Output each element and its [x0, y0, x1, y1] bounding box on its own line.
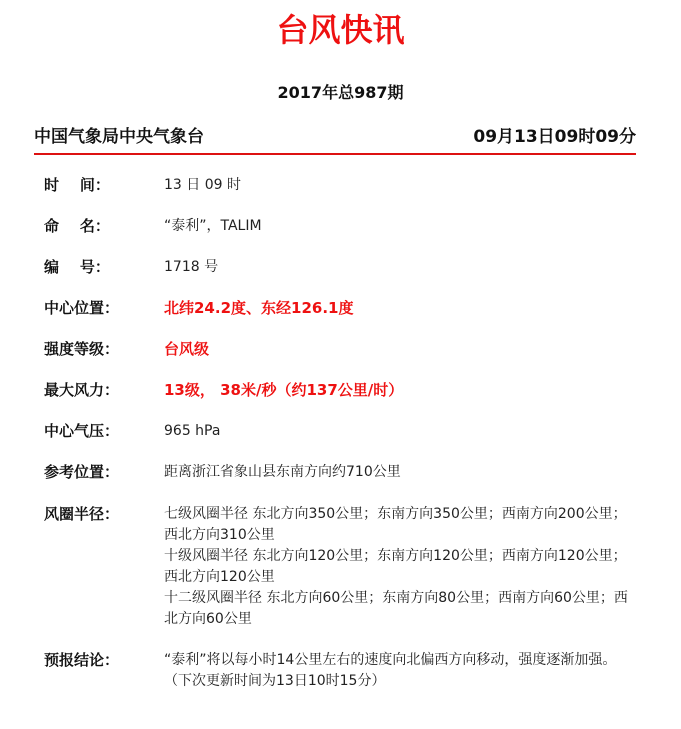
field-intensity-label: 强度等级：	[44, 340, 120, 358]
field-center-value: 北纬24.2度、东经126.1度	[164, 299, 354, 317]
field-intensity-value: 台风级	[164, 340, 210, 358]
field-time-value: 13 日 09 时	[164, 177, 241, 193]
field-radius-label: 风圈半径：	[44, 505, 120, 523]
radius-line-7: 七级风圈半径 东北方向350公里；东南方向350公里；西南方向200公里；西北方向310公里	[164, 506, 627, 543]
next-update-text: （下次更新时间为13日10时15分）	[164, 673, 386, 689]
header-divider	[34, 153, 636, 155]
field-number-label: 编 号：	[44, 258, 110, 276]
field-forecast-value	[164, 650, 634, 692]
radius-line-10: 十级风圈半径 东北方向120公里；东南方向120公里；西南方向120公里；西北方向120公里	[164, 548, 627, 585]
field-max-wind-value: 13级， 38米/秒（约137公里/时）	[164, 381, 404, 399]
field-radius-value	[164, 504, 634, 630]
issuing-organization: 中国气象局中央气象台	[34, 127, 204, 147]
field-name-label: 命 名：	[44, 217, 110, 235]
field-number-value: 1718 号	[164, 259, 219, 275]
forecast-text: “泰利”将以每小时14公里左右的速度向北偏西方向移动，强度逐渐加强。	[164, 652, 617, 668]
field-time-label: 时 间：	[44, 176, 110, 194]
field-name-value: “泰利”，TALIM	[164, 218, 262, 234]
field-reference-label: 参考位置：	[44, 463, 120, 481]
page-title: 台风快讯	[276, 11, 405, 49]
field-reference-value: 距离浙江省象山县东南方向约710公里	[164, 464, 401, 480]
field-forecast-label: 预报结论：	[44, 651, 120, 669]
field-pressure-label: 中心气压：	[44, 422, 120, 440]
issue-time: 09月13日09时09分	[473, 127, 636, 147]
radius-line-12: 十二级风圈半径 东北方向60公里；东南方向80公里；西南方向60公里；西北方向60公里	[164, 590, 628, 627]
field-pressure-value: 965 hPa	[164, 423, 221, 439]
field-max-wind-label: 最大风力：	[44, 381, 120, 399]
issue-number: 2017年总987期	[277, 83, 404, 102]
bulletin-header	[34, 124, 636, 150]
field-center-label: 中心位置：	[44, 299, 120, 317]
